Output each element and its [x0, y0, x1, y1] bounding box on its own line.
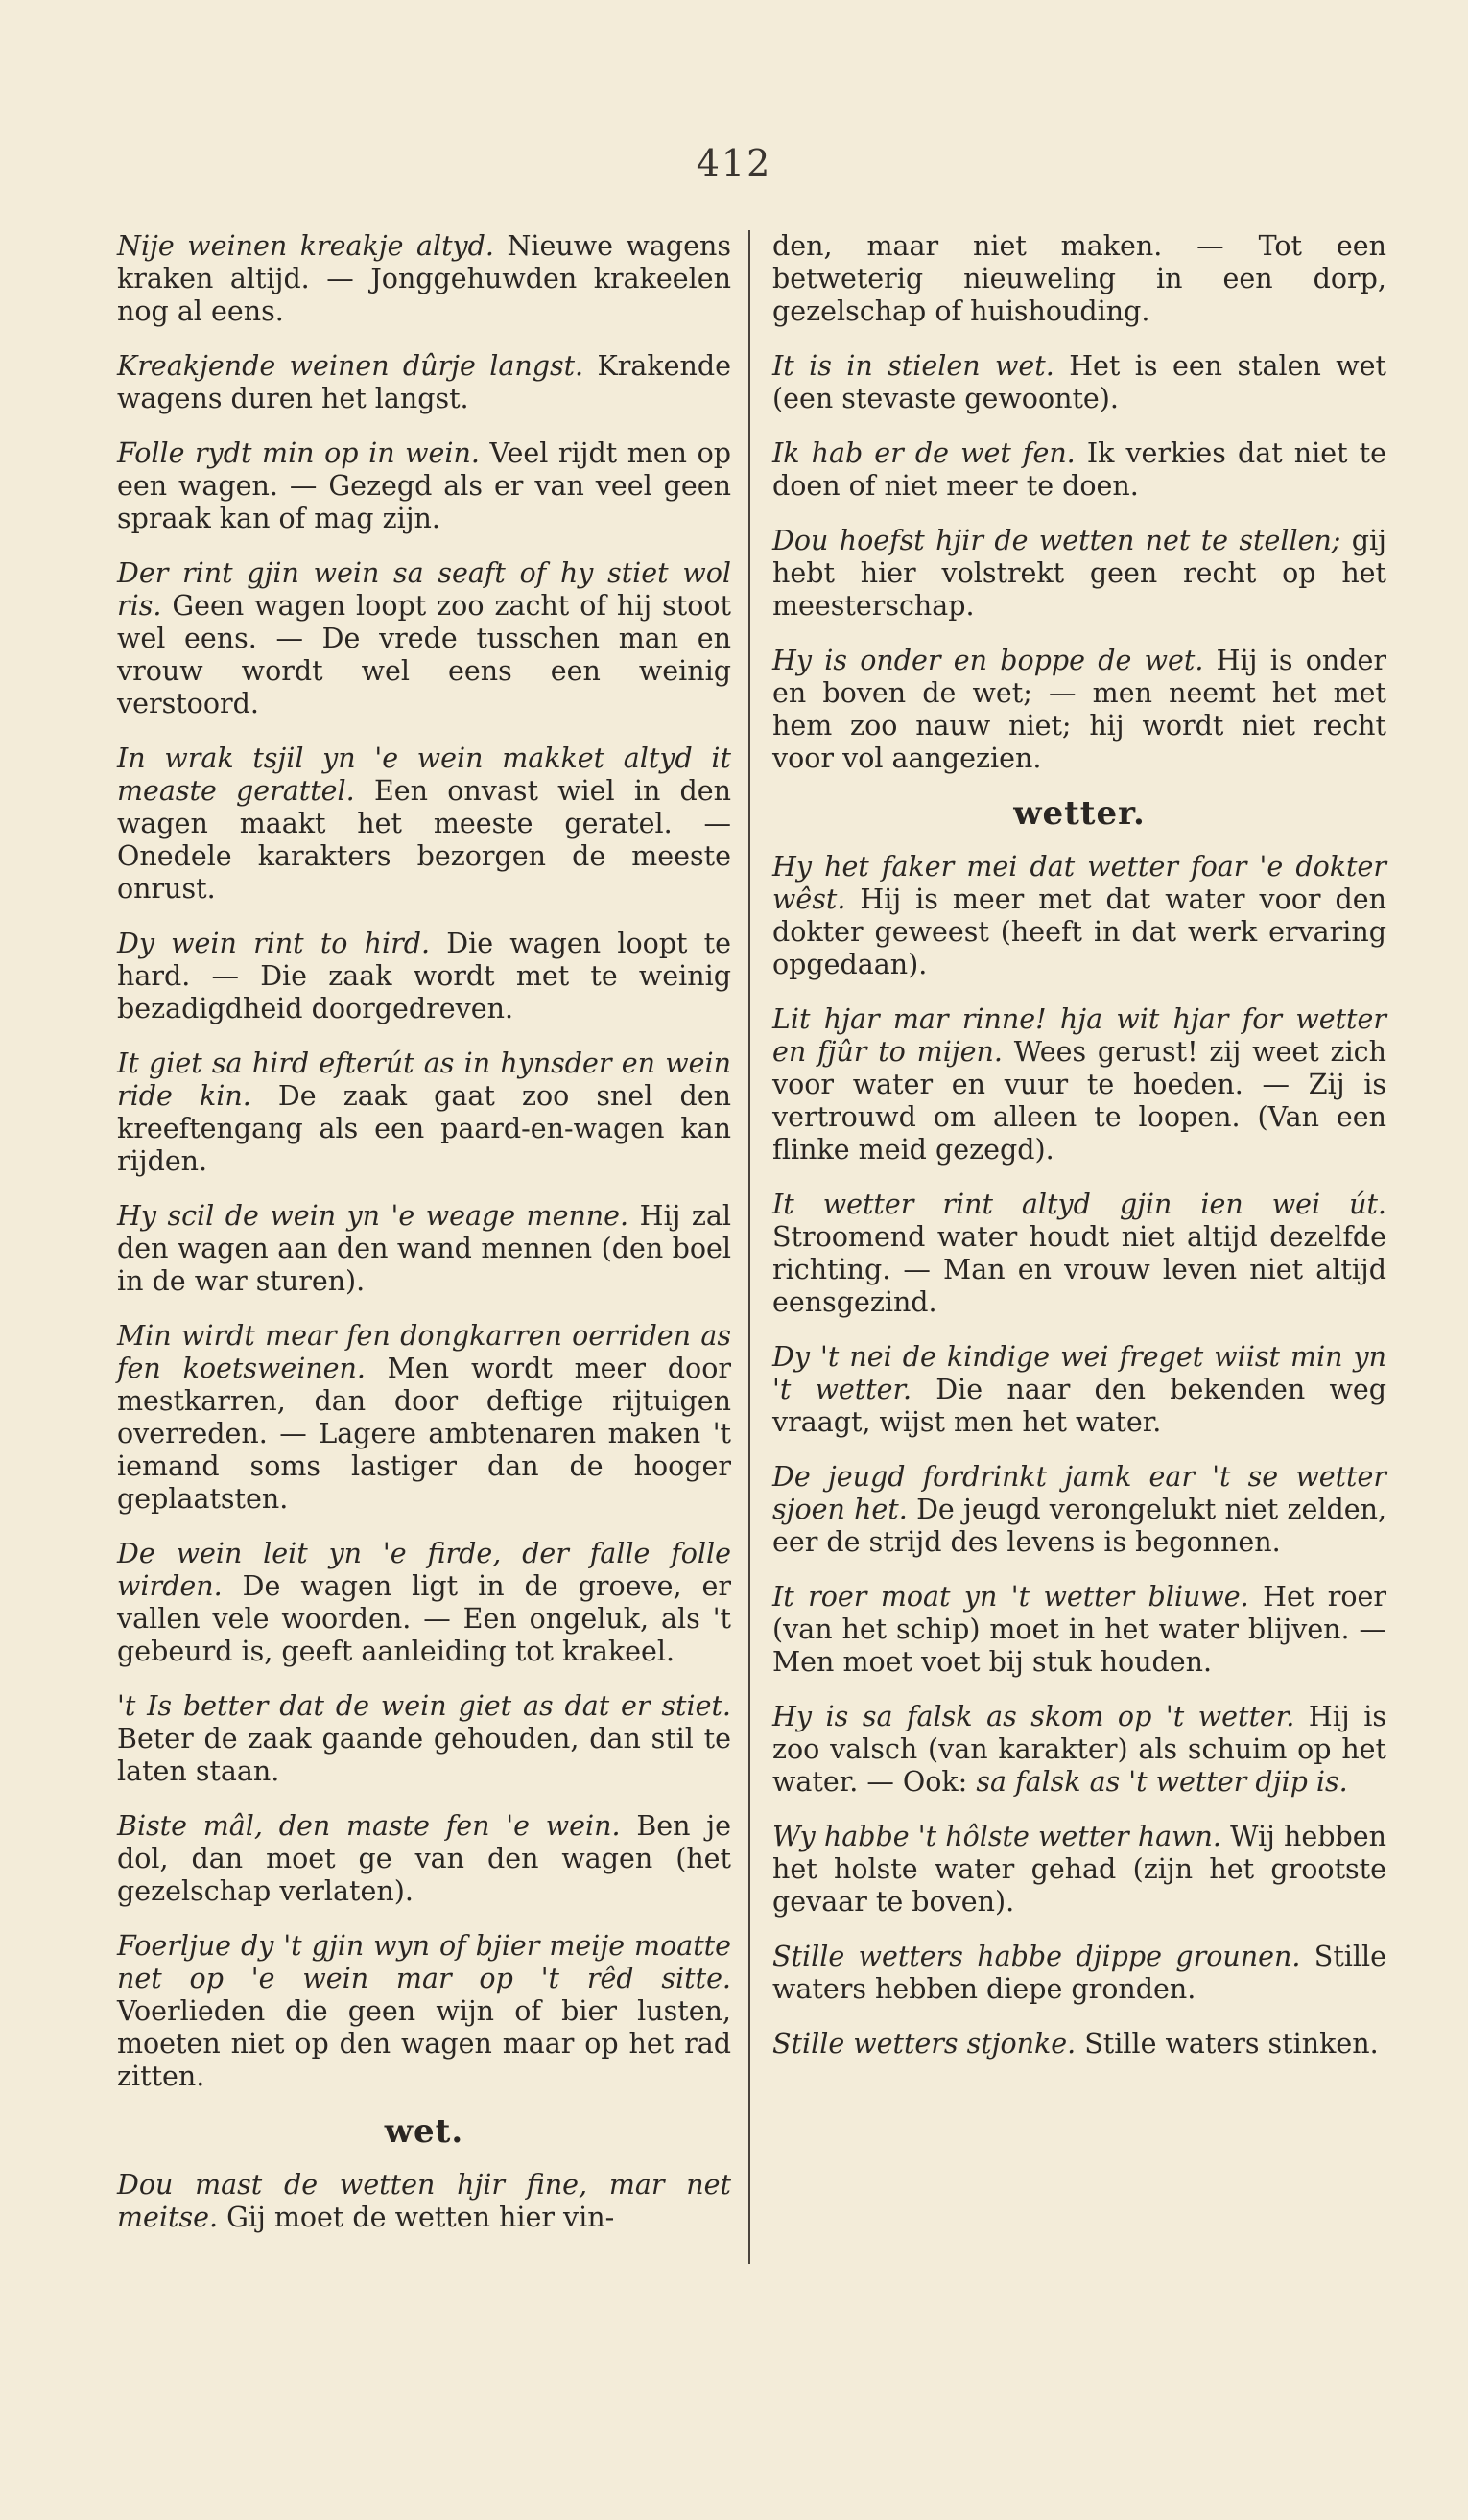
dutch-translation: De wagen ligt in de groeve, er vallen vele woorden. — Een ongeluk, als 't gebeurd is, geeft aanleiding tot krakeel. [117, 1570, 731, 1667]
dutch-translation: Hij zal den wagen aan den wand mennen (den boel in de war sturen). [117, 1200, 732, 1297]
frisian-phrase: It is in stielen wet. [772, 350, 1054, 382]
frisian-phrase: Dy 't nei de kindige wei freget wiist min yn 't wetter. [772, 1341, 1386, 1405]
frisian-phrase: Hy scil de wein yn 'e weage menne. [117, 1200, 629, 1232]
dutch-translation: Ben je dol, dan moet ge van den wagen (het gezelschap verlaten). [117, 1810, 731, 1907]
proverb-entry [772, 1821, 1386, 1919]
dutch-translation: Ik verkies dat niet te doen of niet meer te doen. [772, 437, 1386, 502]
proverb-entry [772, 1581, 1386, 1679]
frisian-phrase: Hy is sa falsk as skom op 't wetter. [772, 1701, 1295, 1732]
proverb-entry [117, 1690, 731, 1788]
frisian-phrase: 't Is better dat de wein giet as dat er stiet. [117, 1690, 731, 1722]
frisian-phrase: De jeugd fordrinkt jamk ear 't se wetter sjoen het. [772, 1461, 1386, 1525]
proverb-entry [772, 1003, 1386, 1166]
proverb-entry [117, 1048, 731, 1178]
proverb-entry [772, 350, 1386, 415]
proverb-entry [772, 1189, 1386, 1319]
proverb-entry [117, 350, 731, 415]
frisian-phrase: Biste mâl, den maste fen 'e wein. [117, 1810, 621, 1842]
dutch-translation: Nieuwe wagens kraken altijd. — Jonggehuwden krakeelen nog al eens. [117, 230, 731, 327]
frisian-phrase: In wrak tsjil yn 'e wein makket altyd it measte gerattel. [117, 742, 731, 807]
dutch-translation: De zaak gaat zoo snel den kreeftengang als een paard-en-wagen kan rijden. [117, 1080, 731, 1177]
frisian-phrase: Dy wein rint to hird. [117, 928, 431, 959]
frisian-phrase: sa falsk as 't wetter djip is. [976, 1766, 1348, 1798]
frisian-phrase: Hy het faker mei dat wetter foar 'e dokter wêst. [772, 851, 1386, 915]
dutch-translation: Gij moet de wetten hier vin- [218, 2202, 615, 2233]
page-number: 412 [696, 142, 772, 184]
frisian-phrase: It giet sa hird efterút as in hynsder en wein ride kin. [117, 1048, 731, 1112]
frisian-phrase: It wetter rint altyd gjin ien wei út. [772, 1189, 1386, 1220]
proverb-entry [117, 928, 731, 1025]
dutch-translation: De jeugd verongelukt niet zelden, eer de strijd des levens is begonnen. [772, 1494, 1387, 1558]
frisian-phrase: Nije weinen kreakje altyd. [117, 230, 494, 262]
proverb-entry [772, 525, 1386, 623]
proverb-entry [117, 2169, 731, 2234]
dutch-translation: Voerlieden die geen wijn of bier lusten, moeten niet op den wagen maar op het rad zitten. [117, 1995, 731, 2092]
frisian-phrase: Ik hab er de wet fen. [772, 437, 1076, 469]
dutch-translation: Stille waters stinken. [1076, 2028, 1379, 2060]
dutch-translation: gij hebt hier volstrekt geen recht op het meesterschap. [772, 525, 1386, 622]
dutch-translation: Men wordt meer door mestkarren, dan door deftige rijtuigen overreden. — Lagere ambtenaren maken 't iemand soms lastiger dan de hooger geplaatsten. [117, 1353, 731, 1515]
dutch-translation: Hij is meer met dat water voor den dokter geweest (heeft in dat werk ervaring opgedaan). [772, 883, 1386, 980]
dutch-translation: Stroomend water houdt niet altijd dezelfde richting. — Man en vrouw leven niet altijd eensgezind. [772, 1221, 1386, 1318]
frisian-phrase: Dou hoefst hjir de wetten net te stellen; [772, 525, 1341, 556]
section-heading: wet. [384, 2112, 464, 2151]
dutch-translation: Wees gerust! zij weet zich voor water en vuur te hoeden. — Zij is vertrouwd om alleen te loopen. (Van een flinke meid gezegd). [772, 1036, 1386, 1166]
proverb-entry [772, 1941, 1386, 2006]
frisian-phrase: Kreakjende weinen dûrje langst. [117, 350, 584, 382]
proverb-entry [117, 742, 731, 906]
proverb-entry [772, 437, 1386, 503]
dutch-translation: Geen wagen loopt zoo zacht of hij stoot wel eens. — De vrede tusschen man en vrouw wordt wel eens een weinig verstoord. [117, 590, 731, 719]
frisian-phrase: Der rint gjin wein sa seaft of hy stiet wol ris. [117, 557, 731, 622]
frisian-phrase: Foerljue dy 't gjin wyn of bjier meije moatte net op 'e wein mar op 't rêd sitte. [117, 1930, 731, 1994]
proverb-entry [772, 1461, 1386, 1559]
proverb-entry [117, 1320, 731, 1516]
dutch-translation: Veel rijdt men op een wagen. — Gezegd als er van veel geen spraak kan of mag zijn. [117, 437, 731, 534]
column-divider [748, 230, 750, 2264]
dutch-translation: Het is een stalen wet (een stevaste gewoonte). [772, 350, 1386, 414]
proverb-entry [772, 851, 1386, 981]
frisian-phrase: Hy is onder en boppe de wet. [772, 645, 1204, 676]
proverb-entry [117, 557, 731, 720]
frisian-phrase: Stille wetters stjonke. [772, 2028, 1077, 2060]
dutch-translation: den, maar niet maken. — Tot een betweterig nieuweling in een dorp, gezelschap of huishouding. [772, 230, 1386, 327]
frisian-phrase: Min wirdt mear fen dongkarren oerriden as fen koetsweinen. [117, 1320, 731, 1384]
dutch-translation: Een onvast wiel in den wagen maakt het meeste geratel. — Onedele karakters bezorgen de meeste onrust. [117, 775, 732, 905]
proverb-entry [117, 1538, 731, 1668]
frisian-phrase: De wein leit yn 'e firde, der falle folle wirden. [117, 1538, 731, 1602]
proverb-entry [117, 1930, 731, 2093]
frisian-phrase: Stille wetters habbe djippe grounen. [772, 1941, 1301, 1972]
dutch-translation: Die wagen loopt te hard. — Die zaak wordt met te weinig bezadigdheid doorgedreven. [117, 928, 731, 1024]
dutch-translation: Wij hebben het holste water gehad (zijn het grootste gevaar te boven). [772, 1821, 1386, 1918]
dutch-translation: Beter de zaak gaande gehouden, dan stil te laten staan. [117, 1723, 731, 1787]
frisian-phrase: Folle rydt min op in wein. [117, 437, 480, 469]
proverb-entry [772, 2028, 1386, 2061]
section-heading: wetter. [1013, 794, 1146, 833]
right-column [772, 230, 1386, 2083]
dutch-translation: Het roer (van het schip) moet in het water blijven. — Men moet voet bij stuk houden. [772, 1581, 1386, 1678]
proverb-entry [772, 1701, 1386, 1799]
dutch-translation: Krakende wagens duren het langst. [117, 350, 731, 414]
frisian-phrase: Wy habbe 't hôlste wetter hawn. [772, 1821, 1221, 1852]
dutch-translation: Stille waters hebben diepe gronden. [772, 1941, 1386, 2005]
dutch-translation: Hij is onder en boven de wet; — men neemt het met hem zoo nauw niet; hij wordt niet recht voor vol aangezien. [772, 645, 1386, 774]
dutch-translation: Die naar den bekenden weg vraagt, wijst men het water. [772, 1374, 1386, 1438]
frisian-phrase: Lit hjar mar rinne! hja wit hjar for wetter en fjûr to mijen. [772, 1003, 1386, 1068]
frisian-phrase: It roer moat yn 't wetter bliuwe. [772, 1581, 1249, 1613]
frisian-phrase: Dou mast de wetten hjir fine, mar net meitse. [117, 2169, 731, 2233]
proverb-entry [117, 437, 731, 535]
proverb-entry [772, 1341, 1386, 1439]
proverb-entry [117, 230, 731, 328]
proverb-entry [772, 230, 1386, 328]
proverb-entry [117, 1200, 731, 1298]
proverb-entry [117, 1810, 731, 1908]
left-column [117, 230, 731, 2256]
proverb-entry [772, 645, 1386, 775]
dutch-translation: Hij is zoo valsch (van karakter) als schuim op het water. — Ook: [772, 1701, 1386, 1798]
